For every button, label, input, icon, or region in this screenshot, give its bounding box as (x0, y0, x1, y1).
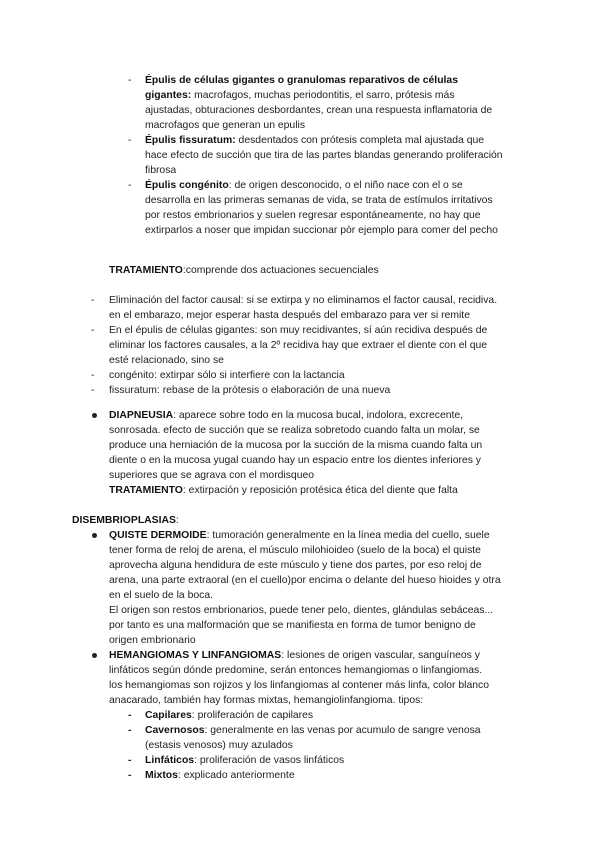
diapneusia-line-5: superiores que se agrava con el mordisqueo (109, 470, 315, 481)
trat-item-2-line-3: esté relacionado, sino se (109, 355, 224, 366)
dash-bullet: - (91, 325, 95, 336)
diapneusia-line-2: sonrosada. efecto de succión que se realiza sobretodo cuando falta un molar, se (109, 425, 480, 436)
trat-item-3: congénito: extirpar sólo si interfiere con la lactancia (109, 370, 345, 381)
hem-type-capilares: Capilares: proliferación de capilares (145, 710, 314, 721)
quiste-line-5: en el suelo de la boca. (109, 590, 213, 601)
round-bullet (92, 413, 97, 418)
quiste-line-2: tener forma de reloj de arena, el músculo milohioideo (suelo de la boca) el quiste (109, 545, 481, 556)
hem-type-cavernosos-line-2: (estasis venosos) muy azulados (145, 740, 293, 751)
epulis-cong-line-1: Épulis congénito: de origen desconocido, o el niño nace con el o se (145, 180, 463, 191)
hem-line-2: linfáticos según dónde predomine, serán entonces hemangiomas o linfangiomas. (109, 665, 483, 676)
dash-bullet: - (128, 75, 132, 86)
epulis-giant-line-2: ajustadas, obturaciones desbordantes, crean una respuesta inflamatoria de (145, 105, 493, 116)
epulis-giant-line-3: macrofagos que generan un epulis (145, 120, 306, 131)
disembrioplasias-heading: DISEMBRIOPLASIAS: (72, 515, 179, 526)
dash-bullet: - (128, 770, 132, 781)
hem-line-3: los hemangiomas son rojizos y los linfangiomas al contener más linfa, color blanco (109, 680, 490, 691)
hem-line-4: anacarado, también hay formas mixtas, hemangiolinfangioma. tipos: (109, 695, 424, 706)
epulis-cong-line-4: extirparlos a noser que impidan succionar pòr ejemplo para comer del pecho (145, 225, 498, 236)
tratamiento-heading: TRATAMIENTO:comprende dos actuaciones secuenciales (109, 265, 379, 276)
quiste-line-4: arena, una parte extraoral (en el cuello)por encima o delante del hueso hioides y otra (109, 575, 501, 586)
hem-type-linfaticos: Linfáticos: proliferación de vasos linfáticos (145, 755, 345, 766)
trat-item-2-line-2: eliminar los factores causales, a la 2º recidiva hay que extraer el diente con el que (109, 340, 488, 351)
diapneusia-line-1: DIAPNEUSIA: aparece sobre todo en la mucosa bucal, indolora, excrecente, (109, 410, 464, 421)
dash-bullet: - (91, 370, 95, 381)
dash-bullet: - (128, 725, 132, 736)
dash-bullet: - (128, 180, 132, 191)
dash-bullet: - (91, 385, 95, 396)
diapneusia-line-3: produce una herniación de la mucosa por la succión de la misma cuando falta un (109, 440, 483, 451)
hem-type-mixtos: Mixtos: explicado anteriormente (145, 770, 295, 781)
quiste-line-7: por tanto es una malformación que se manifiesta en forma de tumor benigno de (109, 620, 476, 631)
trat-item-2-line-1: En el épulis de células gigantes: son muy recidivantes, sí aún recidiva después de (109, 325, 488, 336)
quiste-line-8: origen embrionario (109, 635, 196, 646)
epulis-fiss-line-3: fibrosa (145, 165, 177, 176)
epulis-giant-line-1: gigantes: macrofagos, muchas periodontitis, el sarro, prótesis más (145, 90, 455, 101)
trat-item-4: fissuratum: rebase de la prótesis o elaboración de una nueva (109, 385, 391, 396)
hem-type-cavernosos: Cavernosos: generalmente en las venas por acumulo de sangre venosa (145, 725, 481, 736)
dash-bullet: - (128, 135, 132, 146)
dash-bullet: - (128, 755, 132, 766)
epulis-cong-line-2: desarrolla en las primeras semanas de vida, se trata de estímulos irritativos (145, 195, 493, 206)
epulis-cong-line-3: por restos embrionarios y suelen regresar espontáneamente, no hay que (145, 210, 481, 221)
epulis-fiss-line-1: Épulis fissuratum: desdentados con prótesis completa mal ajustada que (145, 135, 485, 146)
quiste-line-3: aprovecha alguna hendidura de este músculo y tiene dos partes, por eso reloj de (109, 560, 482, 571)
trat-item-1-line-1: Eliminación del factor causal: si se extirpa y no eliminamos el factor causal, recidiva. (109, 295, 498, 306)
diapneusia-tratamiento: TRATAMIENTO: extirpación y reposición protésica ética del diente que falta (109, 485, 458, 496)
quiste-line-6: El origen son restos embrionarios, puede tener pelo, dientes, glándulas sebáceas... (109, 605, 494, 616)
dash-bullet: - (91, 295, 95, 306)
round-bullet (92, 653, 97, 658)
epulis-fiss-line-2: hace efecto de succión que tira de las partes blandas generando proliferación (145, 150, 503, 161)
dash-bullet: - (128, 710, 132, 721)
diapneusia-line-4: diente o en la mucosa yugal cuando hay un espacio entre los dientes inferiores y (109, 455, 481, 466)
round-bullet (92, 533, 97, 538)
epulis-giant-title: Épulis de células gigantes o granulomas reparativos de células (145, 75, 458, 86)
hem-line-1: HEMANGIOMAS Y LINFANGIOMAS: lesiones de origen vascular, sanguíneos y (109, 650, 480, 661)
quiste-line-1: QUISTE DERMOIDE: tumoración generalmente en la línea media del cuello, suele (109, 530, 490, 541)
trat-item-1-line-2: en el embarazo, mejor esperar hasta después del embarazo para ver si remite (109, 310, 470, 321)
